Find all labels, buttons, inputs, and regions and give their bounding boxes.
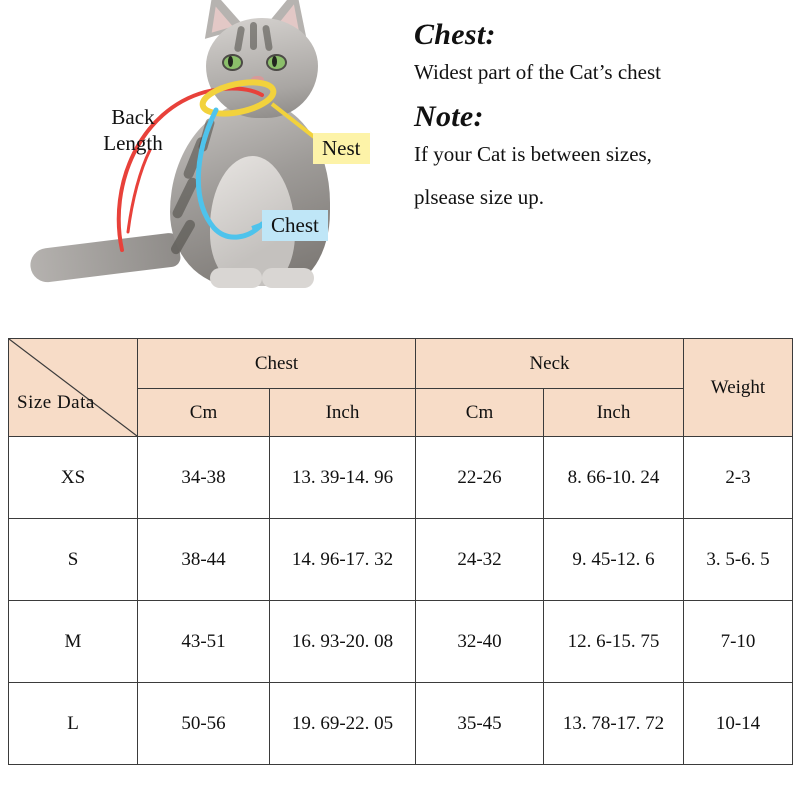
- corner-diagonal-line: [9, 339, 137, 436]
- subheader-neck-cm: Cm: [416, 389, 544, 437]
- nest-label: Nest: [313, 133, 370, 164]
- cell-size: S: [9, 519, 138, 601]
- note-line-2: plsease size up.: [414, 184, 545, 209]
- cell-neck-inch: 13. 78-17. 72: [544, 683, 684, 765]
- cell-neck-inch: 12. 6-15. 75: [544, 601, 684, 683]
- table-corner-cell: [9, 339, 138, 437]
- chest-measure-arc: [198, 110, 262, 237]
- cell-weight-kg: 3. 5-6. 5: [684, 519, 793, 601]
- cell-chest-cm: 50-56: [138, 683, 270, 765]
- table-row: [9, 437, 793, 519]
- group-header-neck: Neck: [416, 339, 684, 389]
- cell-weight-kg: 2-3: [684, 437, 793, 519]
- chest-label: Chest: [262, 210, 328, 241]
- size-table-section: [8, 338, 792, 765]
- chest-description: Widest part of the Cat’s chest: [414, 60, 662, 84]
- chest-heading: Chest:: [414, 18, 496, 51]
- size-chart-table: [8, 338, 793, 765]
- size-data-label: Size Data: [17, 392, 95, 413]
- nest-measure-ellipse: [200, 77, 276, 119]
- table-body: [9, 437, 793, 765]
- cell-chest-cm: 43-51: [138, 601, 270, 683]
- cell-size: M: [9, 601, 138, 683]
- group-header-chest: Chest: [138, 339, 416, 389]
- cell-chest-inch: 19. 69-22. 05: [270, 683, 416, 765]
- table-row: [9, 683, 793, 765]
- nest-leader-line: [272, 104, 318, 140]
- group-header-weight: Weight: [684, 339, 793, 437]
- cell-size: L: [9, 683, 138, 765]
- measurement-markings: [0, 0, 400, 330]
- cell-weight-kg: 10-14: [684, 683, 793, 765]
- subheader-chest-inch: Inch: [270, 389, 416, 437]
- note-line-1: If your Cat is between sizes,: [414, 142, 652, 167]
- cell-chest-inch: 14. 96-17. 32: [270, 519, 416, 601]
- back-length-label-line2: Length: [103, 131, 163, 156]
- cell-chest-cm: 34-38: [138, 437, 270, 519]
- table-row: [9, 519, 793, 601]
- table-header-row-groups: [9, 339, 793, 389]
- cell-chest-cm: 38-44: [138, 519, 270, 601]
- subheader-chest-cm: Cm: [138, 389, 270, 437]
- cell-chest-inch: 13. 39-14. 96: [270, 437, 416, 519]
- cell-neck-cm: 35-45: [416, 683, 544, 765]
- notes-block: [414, 18, 794, 225]
- back-length-label: [78, 104, 188, 157]
- note-heading: Note:: [414, 100, 484, 134]
- cell-neck-inch: 8. 66-10. 24: [544, 437, 684, 519]
- cell-neck-cm: 24-32: [416, 519, 544, 601]
- back-length-label-line1: Back: [111, 105, 155, 129]
- table-header: [9, 339, 793, 437]
- cell-neck-cm: 32-40: [416, 601, 544, 683]
- cell-neck-inch: 9. 45-12. 6: [544, 519, 684, 601]
- cell-size: XS: [9, 437, 138, 519]
- illustration-section: [0, 0, 800, 330]
- cell-weight-kg: 7-10: [684, 601, 793, 683]
- cell-chest-inch: 16. 93-20. 08: [270, 601, 416, 683]
- table-row: [9, 601, 793, 683]
- cell-neck-cm: 22-26: [416, 437, 544, 519]
- cat-photo: [0, 0, 400, 330]
- subheader-neck-inch: Inch: [544, 389, 684, 437]
